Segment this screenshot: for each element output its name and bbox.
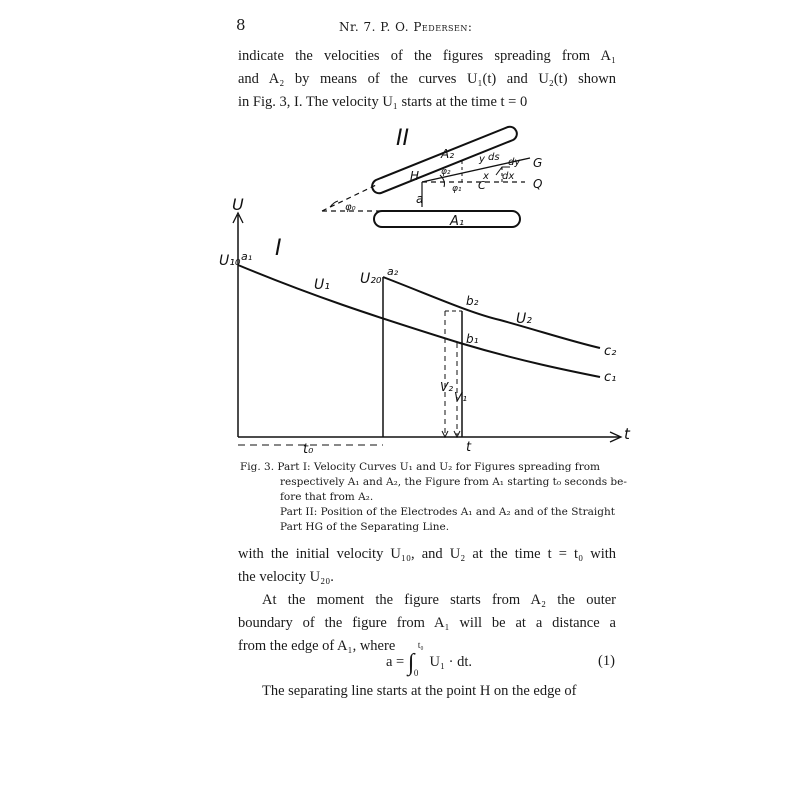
label-u20: U₂₀ <box>360 271 382 287</box>
label-c: C <box>478 179 486 192</box>
label-a1-electrode: A₁ <box>450 214 465 229</box>
equation-rhs: U₁ · dt. <box>429 654 473 670</box>
equation-lhs: a = <box>386 654 408 670</box>
label-t0: t₀ <box>303 442 314 457</box>
electrode-a1 <box>374 211 520 227</box>
running-head <box>339 20 472 34</box>
label-c2: c₂ <box>604 344 617 359</box>
label-u2: U₂ <box>516 311 532 327</box>
paragraph-2 <box>238 543 616 589</box>
text-line: boundary of the figure from A₁ will be at a distance a <box>238 615 616 631</box>
text-line: the velocity U₂₀. <box>238 569 334 585</box>
text-line: The separating line starts at the point H on the edge of <box>262 683 577 699</box>
label-ds: ds <box>488 152 500 163</box>
running-head-author: Pedersen: <box>413 20 473 34</box>
label-g: G <box>533 156 543 170</box>
label-q: Q <box>533 177 543 191</box>
y-axis-label: U <box>232 195 244 214</box>
velocity-chart <box>233 213 621 445</box>
label-u10: U₁₀ <box>219 253 241 269</box>
page-number: 8 <box>236 16 246 34</box>
label-a-distance: a <box>416 192 424 206</box>
part-one-label: I <box>275 236 282 261</box>
caption-line: Fig. 3. Part I: Velocity Curves U₁ and U₂ for Figures spreading from <box>240 461 600 473</box>
label-a2-electrode: A₂ <box>441 147 455 161</box>
label-y: y <box>479 154 485 165</box>
text-line: and A₂ by means of the curves U₁(t) and U₂(t) shown <box>238 71 616 87</box>
integral-lower-limit: 0 <box>413 668 419 678</box>
integral-sign: ∫ <box>407 650 415 676</box>
text-line: with the initial velocity U₁₀, and U₂ at the time t = t₀ with <box>238 546 616 562</box>
paragraph-4 <box>238 680 616 703</box>
caption-line: respectively A₁ and A₂, the Figure from A₁ starting t₀ seconds be- <box>280 476 627 488</box>
caption-line: fore that from A₂. <box>280 491 374 503</box>
label-phi1: φ₁ <box>452 184 462 194</box>
label-a2-point: a₂ <box>387 265 399 278</box>
figure-3 <box>200 115 650 460</box>
text-line: At the moment the figure starts from A₂ the outer <box>262 592 616 608</box>
label-dx: dx <box>502 171 515 182</box>
label-v2: V₂ <box>440 380 454 394</box>
text-line: in Fig. 3, I. The velocity U₁ starts at the time t = 0 <box>238 94 528 110</box>
figure-caption <box>240 460 627 535</box>
paragraph-1 <box>238 45 616 114</box>
label-a1-point: a₁ <box>241 250 253 263</box>
text-line: indicate the velocities of the figures spreading from A₁ <box>238 48 616 64</box>
label-v1: V₁ <box>454 390 468 404</box>
running-head-prefix: Nr. 7. P. O. <box>339 20 410 34</box>
curve-u2 <box>383 277 600 348</box>
equation-number: (1) <box>598 653 615 669</box>
part-two-label: II <box>396 126 409 151</box>
x-axis-label: t <box>624 425 630 443</box>
text-line: from the edge of A₁, where <box>238 638 396 654</box>
label-dy: dy <box>508 157 521 168</box>
caption-line: Part II: Position of the Electrodes A₁ and A₂ and of the Straight <box>280 506 615 518</box>
label-h: H <box>410 169 420 183</box>
label-phi0: φ₀ <box>345 202 356 213</box>
integral-upper-limit: t₀ <box>417 640 424 650</box>
curve-u1 <box>238 265 600 377</box>
label-b1: b₁ <box>466 332 479 346</box>
label-b2: b₂ <box>466 294 479 308</box>
equation-1 <box>386 640 473 678</box>
label-x: x <box>483 171 489 182</box>
label-t: t <box>466 440 472 455</box>
label-c1: c₁ <box>604 370 617 385</box>
label-u1: U₁ <box>314 277 330 293</box>
label-phi2: φ₂ <box>441 167 451 177</box>
caption-line: Part HG of the Separating Line. <box>280 521 450 533</box>
